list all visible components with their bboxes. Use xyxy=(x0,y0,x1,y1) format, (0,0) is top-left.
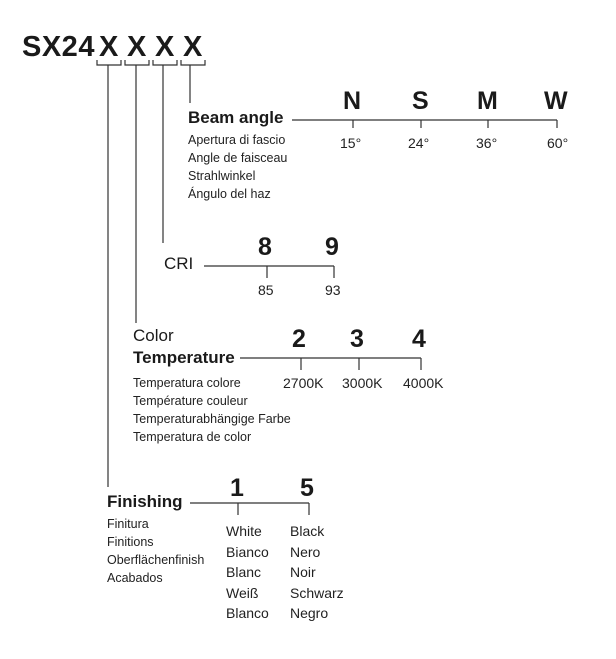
finishing-translations xyxy=(107,515,204,587)
translation-fr: Température couleur xyxy=(133,394,248,408)
translation-es: Ángulo del haz xyxy=(188,187,271,201)
translation-fr: Angle de faisceau xyxy=(188,151,288,165)
color-name: Weiß xyxy=(226,584,259,601)
placeholder-color-temp: X xyxy=(127,31,147,63)
beam-angle-translations xyxy=(188,131,287,203)
color-name: Bianco xyxy=(226,543,269,560)
beam-code-w: W xyxy=(544,87,568,115)
translation-de: Oberflächenfinish xyxy=(107,553,205,567)
finishing-title: Finishing xyxy=(107,492,183,511)
translation-fr: Finitions xyxy=(107,535,154,549)
translation-it: Temperatura colore xyxy=(133,376,241,390)
color-temp-value-4000k: 4000K xyxy=(403,375,444,391)
translation-es: Acabados xyxy=(107,571,163,585)
model-prefix: SX24 xyxy=(22,31,95,63)
beam-code-n: N xyxy=(343,87,362,115)
placeholder-cri: X xyxy=(155,31,175,63)
cri-code-8: 8 xyxy=(258,233,272,261)
beam-value-s: 24° xyxy=(408,135,430,151)
cri-title: CRI xyxy=(164,254,194,273)
color-name: Nero xyxy=(290,543,321,560)
color-temp-code-3: 3 xyxy=(350,325,364,353)
color-temp-value-3000k: 3000K xyxy=(342,375,383,391)
translation-it: Apertura di fascio xyxy=(188,133,286,147)
color-name: Schwarz xyxy=(290,584,344,601)
translation-es: Temperatura de color xyxy=(133,430,252,444)
translation-it: Finitura xyxy=(107,517,149,531)
color-name: Black xyxy=(290,523,325,539)
translation-de: Temperaturabhängige Farbe xyxy=(133,412,291,426)
placeholder-beam: X xyxy=(183,31,203,63)
translation-de: Strahlwinkel xyxy=(188,169,256,183)
color-temp-code-2: 2 xyxy=(292,325,306,353)
color-temp-title-line1: Color xyxy=(133,326,174,345)
color-name: Noir xyxy=(290,564,316,580)
color-temp-value-2700k: 2700K xyxy=(283,375,324,391)
color-name: Negro xyxy=(290,605,329,621)
beam-angle-title: Beam angle xyxy=(188,108,284,127)
beam-code-m: M xyxy=(477,87,498,115)
beam-code-s: S xyxy=(412,87,429,115)
cri-code-9: 9 xyxy=(325,233,339,261)
color-name: Blanc xyxy=(226,564,262,580)
finishing-code-1: 1 xyxy=(230,474,244,502)
finishing-black-names xyxy=(290,521,344,624)
cri-value-93: 93 xyxy=(325,282,341,298)
beam-value-n: 15° xyxy=(340,135,362,151)
color-temp-translations xyxy=(133,374,291,446)
color-name: Blanco xyxy=(226,605,269,621)
color-name: White xyxy=(226,523,262,539)
color-temp-title-line2: Temperature xyxy=(133,348,235,367)
finishing-code-5: 5 xyxy=(300,474,314,502)
beam-value-w: 60° xyxy=(547,135,569,151)
beam-value-m: 36° xyxy=(476,135,498,151)
finishing-white-names xyxy=(226,521,269,624)
cri-value-85: 85 xyxy=(258,282,274,298)
color-temp-code-4: 4 xyxy=(412,325,426,353)
placeholder-finishing: X xyxy=(99,31,119,63)
